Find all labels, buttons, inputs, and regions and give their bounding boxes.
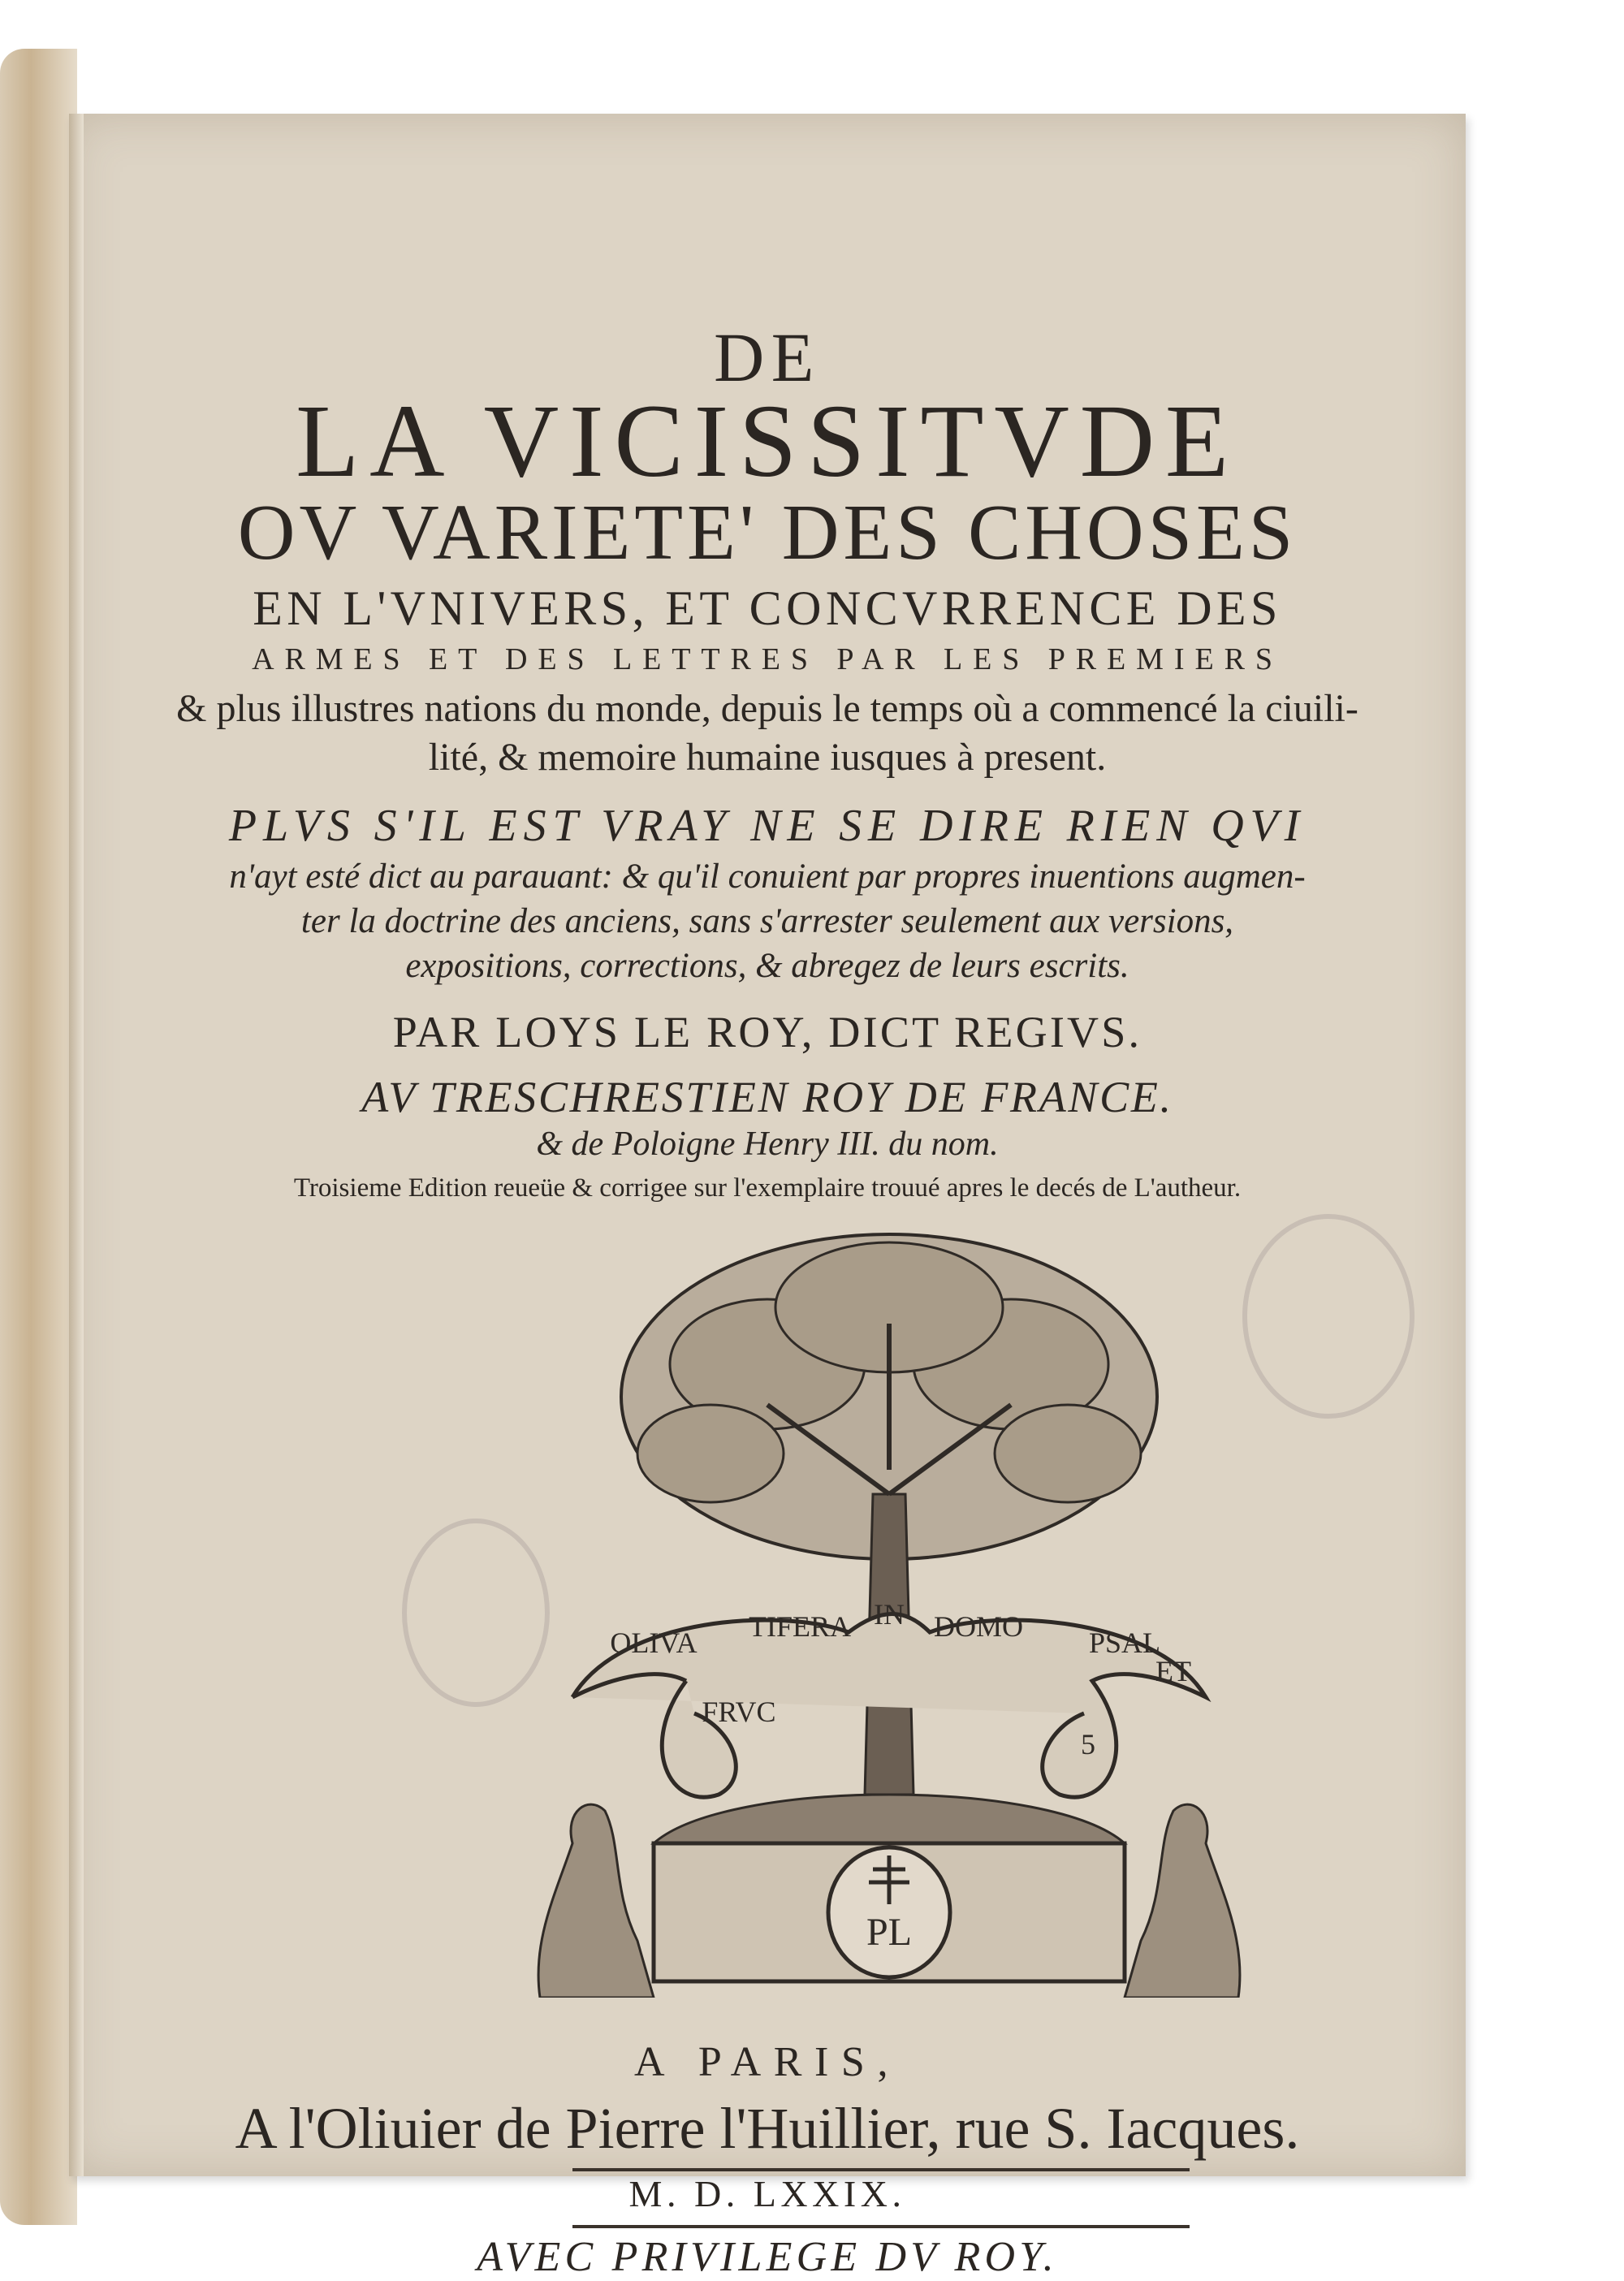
banner-word-oliva: OLIVA [610,1627,698,1659]
title-vicissitude: LA VICISSITVDE [296,383,1239,499]
imprint-publisher: A l'Oliuier de Pierre l'Huillier, rue S. Iacques. [235,2096,1300,2161]
edition-note: Troisieme Edition reueüe & corrigee sur l'exemplaire trouué apres le decés de L'autheur. [293,1173,1242,1203]
page-gutter-edge [69,114,84,2176]
title-page [69,114,1466,2280]
author-line: PAR LOYS LE ROY, DICT REGIVS. [392,1008,1142,1056]
banner-word-tifera: TIFERA [749,1610,851,1643]
imprint-date: M. D. LXXIX. [628,2173,906,2214]
sphinx-left [538,1804,654,1998]
rule-bottom [572,2225,1190,2228]
book-spine [0,49,77,2225]
library-stamp-right [1242,1214,1415,1419]
subtitle-line-1: n'ayt esté dict au parauant: & qu'il conuient par propres inuentions augmen- [229,858,1306,896]
banner-word-psal: PSAL [1088,1627,1161,1659]
banner-word-domo: DOMO [933,1610,1024,1643]
title-de: DE [714,318,821,396]
privilege-line: AVEC PRIVILEGE DV ROY. [477,2234,1058,2280]
title-nations-line-1: & plus illustres nations du monde, depuis le temps où a commencé la ciuili- [176,687,1358,730]
title-nations-line-2: lité, & memoire humaine iusques à present. [428,736,1107,779]
sphinx-right [1125,1804,1240,1998]
dedication-line: AV TRESCHRESTIEN ROY DE FRANCE. [361,1073,1173,1121]
dedication-line-2: & de Poloigne Henry III. du nom. [536,1125,999,1163]
rule-top [572,2168,1190,2171]
ground-mound [654,1795,1125,1843]
banner-word-et: ET [1155,1655,1191,1687]
banner-word-in: IN [874,1598,905,1631]
imprint-place: A PARIS, [633,2039,901,2085]
subtitle-line-3: expositions, corrections, & abregez de leurs escrits. [405,947,1129,985]
banner-word-num: 5 [1081,1728,1095,1760]
title-univers: EN L'VNIVERS, ET CONCVRRENCE DES [253,581,1282,635]
subtitle-caps: PLVS S'IL EST VRAY NE SE DIRE RIEN QVI [228,801,1307,851]
title-armes: ARMES ET DES LETTRES PAR LES PREMIERS [252,642,1283,676]
monogram: PL [866,1911,913,1954]
title-variete: OV VARIETE' DES CHOSES [237,489,1298,577]
banner-word-fruc: FRVC [702,1696,776,1728]
printers-device-woodcut [524,1226,1255,1998]
subtitle-line-2: ter la doctrine des anciens, sans s'arrester seulement aux versions, [300,902,1234,940]
